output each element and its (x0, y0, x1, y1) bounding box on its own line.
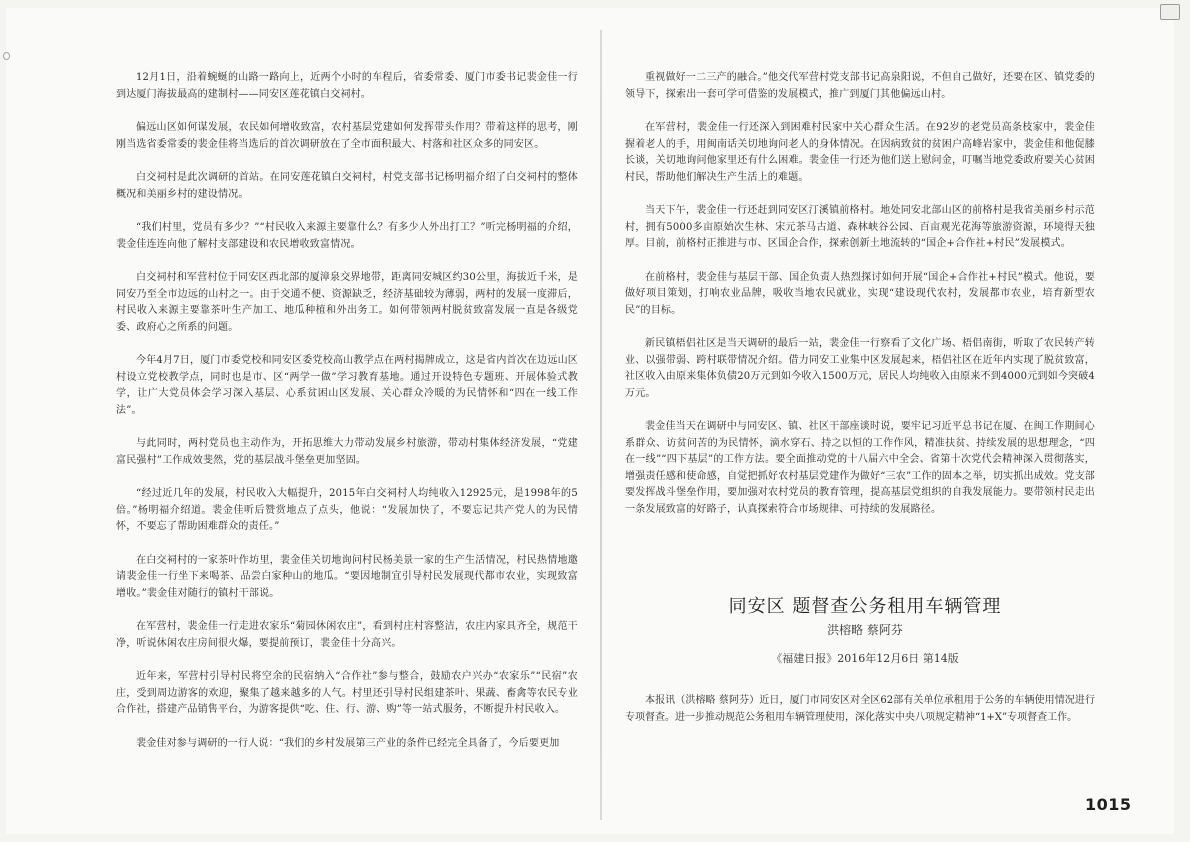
paragraph: 近年来，军营村引导村民将空余的民宿纳入“合作社”参与整合，鼓励农户兴办“农家乐”“民宿”农庄，受到周边游客的欢迎，聚集了越来越多的人气。村里还引导村民组建茶叶、果蔬、畜禽等农民专业合作社，搭建产品销售平台，为游客提供“吃、住、行、游、购”等一站式服务，不断提升村民收入。 (116, 671, 578, 715)
paragraph: 在军营村，裴金佳一行走进农家乐“菊园休闲农庄”，看到村庄村容整洁，农庄内家具齐全，规范干净，听说休闲农庄房间很火爆，要提前预订，裴金佳十分高兴。 (116, 621, 578, 649)
article-body (625, 693, 1095, 726)
paragraph: “我们村里，党员有多少？”“村民收入来源主要靠什么？有多少人外出打工？”听完杨明福的介绍，裴金佳连连向他了解村支部建设和农民增收致富情况。 (116, 222, 578, 250)
corner-scan-mark (1160, 4, 1180, 20)
paragraph: 在白交祠村的一家茶叶作坊里，裴金佳关切地询问村民杨美景一家的生产生活情况，村民热情地邀请裴金佳一行坐下来喝茶、品尝白家种山的地瓜。“要因地制宜引导村民发展现代都市农业，实现致富增收。”裴金佳对随行的镇村干部说。 (116, 554, 578, 599)
page-number: 1015 (1085, 795, 1132, 814)
page-spine-divider (600, 30, 602, 820)
article-authors: 洪榕略 蔡阿芬 (827, 623, 903, 637)
paragraph: 重视做好一二三产的融合。”他交代军营村党支部书记高泉阳说，不但自己做好，还要在区、镇党委的领导下，探索出一套可学可借鉴的发展模式，推广到厦门其他偏远山村。 (625, 72, 1095, 100)
paragraph: 在军营村，裴金佳一行还深入到困难村民家中关心群众生活。在92岁的老党员高条枝家中，裴金佳握着老人的手，用闽南话关切地询问老人的身体情况。在因病致贫的贫困户高峰岩家中，裴金佳和他促膝长谈，关切地询问他家里还有什么困难。裴金佳一行还为他们送上慰问金，叮嘱当地党委政府要关心贫困村民，帮助他们解决生产生活上的难题。 (625, 122, 1095, 183)
paragraph: 白交祠村是此次调研的首站。在同安莲花镇白交祠村，村党支部书记杨明福介绍了白交祠村的整体概况和美丽乡村的建设情况。 (116, 172, 578, 200)
left-text-column (116, 70, 578, 769)
paragraph: 在前格村，裴金佳与基层干部、国企负责人热烈探讨如何开展“国企+合作社+村民”模式。他说，要做好项目策划，打响农业品牌，吸收当地农民就业，实现“建设现代农村，发展都市农业，培育新型农民”的目标。 (625, 271, 1095, 316)
paragraph: 当天下午，裴金佳一行还赶到同安区汀溪镇前格村。地处同安北部山区的前格村是我省美丽乡村示范村，拥有5000多亩原始次生林、宋元茶马古道、森林峡谷公园、百亩观光花海等旅游资源，环境得天独厚。目前，前格村正推进与市、区国企合作，探索创新土地流转的“国企+合作社+村民”发展模式。 (625, 205, 1095, 249)
right-text-column (625, 70, 1095, 535)
binding-hole-mark (3, 52, 10, 60)
paragraph: 本报讯（洪榕略 蔡阿芬）近日，厦门市同安区对全区62部有关单位承租用于公务的车辆使用情况进行专项督查。进一步推动规范公务租用车辆管理使用，深化落实中央八项规定精神“1+X”专项督查工作。 (625, 695, 1095, 723)
paragraph: 裴金佳对参与调研的一行人说：“我们的乡村发展第三产业的条件已经完全具备了，今后要更加 (136, 737, 560, 749)
paragraph: 12月1日，沿着蜿蜒的山路一路向上，近两个小时的车程后，省委常委、厦门市委书记裴金佳一行到达厦门海拔最高的建制村——同安区莲花镇白交祠村。 (116, 72, 578, 100)
paragraph: 与此同时，两村党员也主动作为，开拓思维大力带动发展乡村旅游，带动村集体经济发展，“党建富民强村”工作成效斐然，党的基层战斗堡垒更加坚固。 (116, 438, 578, 466)
article-source: 《福建日报》2016年12月6日 第14版 (771, 652, 959, 665)
paragraph: 白交祠村和军营村位于同安区西北部的厦漳泉交界地带，距离同安城区约30公里，海拔近千米，是同安乃至全市边远的山村之一。由于交通不便、资源缺乏，经济基础较为薄弱，两村的发展一度滞后，村民收入来源主要靠茶叶生产加工、地瓜种植和外出务工。如何带领两村脱贫致富发展一直是各级党委、政府心之所系的问题。 (116, 272, 578, 333)
article-title: 同安区 题督查公务租用车辆管理 (728, 596, 1002, 617)
paragraph: “经过近几年的发展，村民收入大幅提升，2015年白交祠村人均纯收入12925元，是1998年的5倍。”杨明福介绍道。裴金佳听后赞赏地点了点头，他说：“发展加快了，不要忘记共产党人的为民情怀，不要忘了帮助困难群众的责任。” (116, 488, 578, 532)
paragraph: 裴金佳当天在调研中与同安区、镇、社区干部座谈时说，要牢记习近平总书记在厦、在闽工作期间心系群众、访贫问苦的为民情怀，滴水穿石、持之以恒的工作作风，精准扶贫、持续发展的思想理念，“四在一线”“四下基层”的工作方法。要全面推动党的十八届六中全会、省第十次党代会精神深入贯彻落实，增强责任感和使命感，自觉把抓好农村基层党建作为做好“三农”工作的固本之举，切实抓出成效。党支部要发挥战斗堡垒作用，要加强对农村党员的教育管理，提高基层党组织的自我发展能力。要带领村民走出一条发展致富的好路子，认真探索符合市场规律、可持续的发展路径。 (625, 421, 1095, 515)
paragraph: 偏远山区如何谋发展，农民如何增收致富，农村基层党建如何发挥带头作用？带着这样的思考，刚刚当选省委常委的裴金佳将当选后的首次调研放在了全市面积最大、村落和社区众多的同安区。 (116, 122, 578, 150)
paragraph: 新民镇梧侣社区是当天调研的最后一站，裴金佳一行察看了文化广场、梧侣南街，听取了农民转产转业、以强带弱、跨村联带情况介绍。借力同安工业集中区发展起来，梧侣社区在近年内实现了脱贫致富，社区收入由原来集体负债20万元到如今收入1500万元，居民人均纯收入由原来不到4000元到如今突破4万元。 (625, 338, 1095, 399)
paragraph: 今年4月7日，厦门市委党校和同安区委党校高山教学点在两村揭牌成立，这是省内首次在边远山区村设立党校教学点，同时也是市、区“两学一做”学习教育基地。通过开设特色专题班、开展体验式教学，让广大党员体会学习深入基层、心系贫困山区发展、关心群众冷暖的为民情怀和“四在一线工作法”。 (116, 355, 578, 416)
